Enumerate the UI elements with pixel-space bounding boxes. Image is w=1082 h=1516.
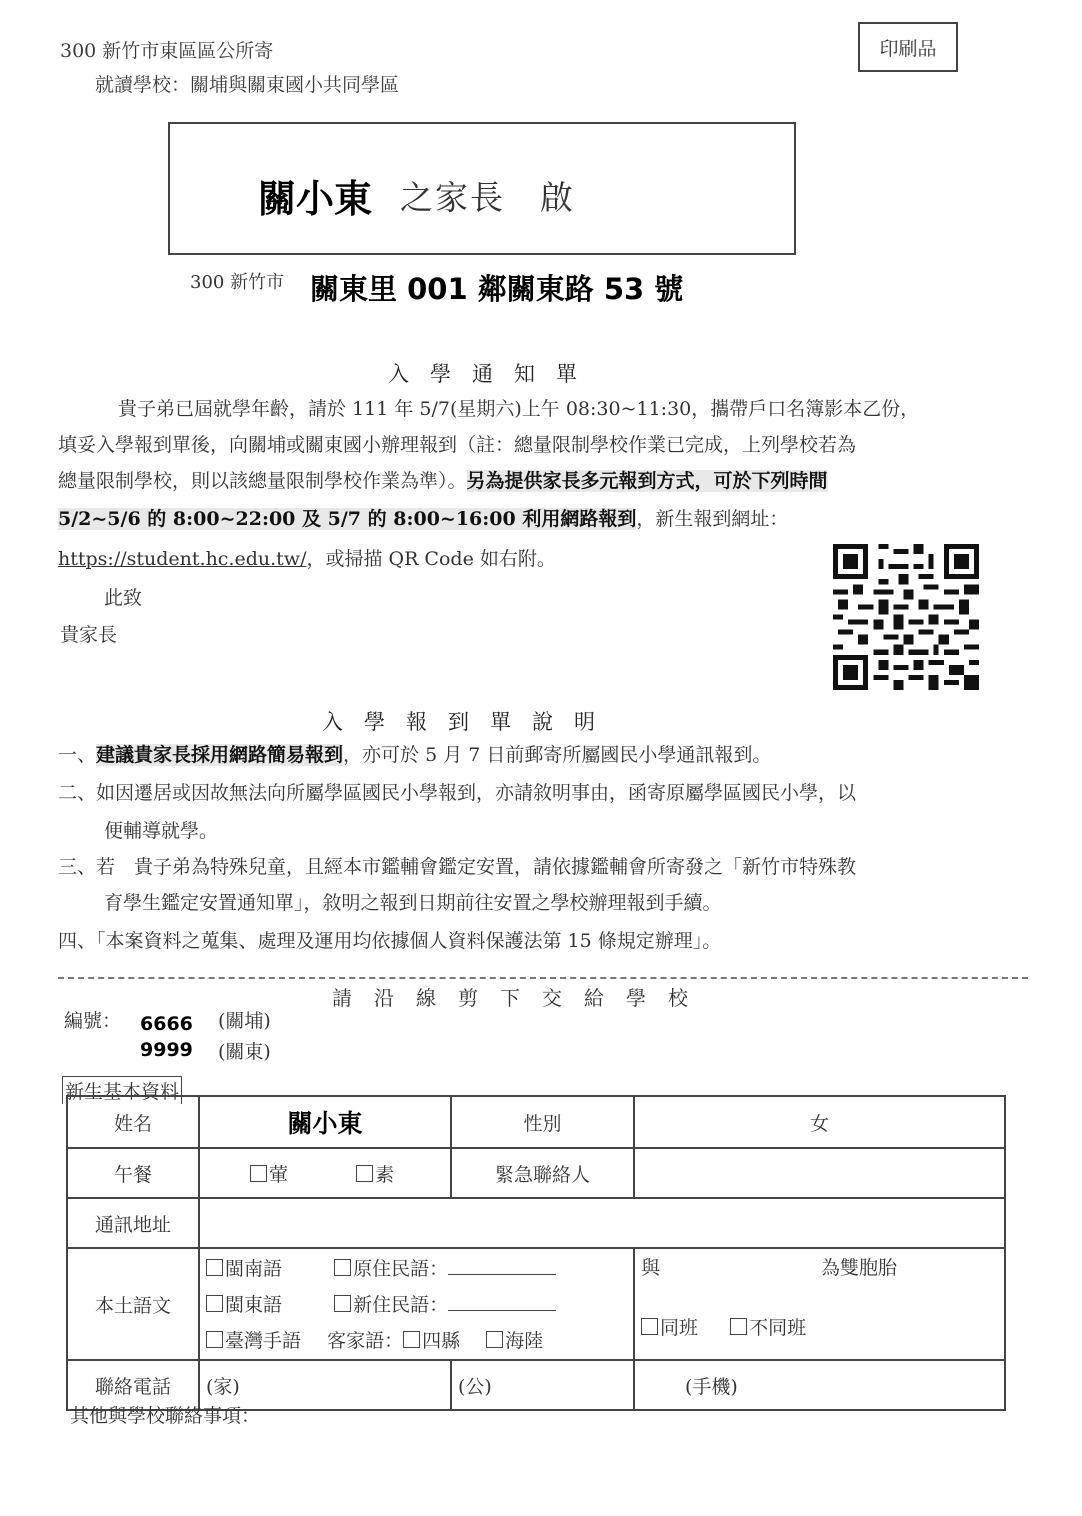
emergency-contact-field[interactable] (634, 1148, 1005, 1198)
cut-line (58, 977, 1028, 979)
indigenous-checkbox[interactable] (334, 1259, 351, 1276)
serial-school-guandong: (關東) (218, 1041, 271, 1063)
item-1-number: 一、 (58, 744, 97, 766)
office-phone-field[interactable] (451, 1360, 634, 1410)
notice-line-5 (58, 550, 556, 569)
hakka-hailu-checkbox[interactable] (486, 1331, 503, 1348)
cut-line-label: 請沿線剪下交給學校 (320, 982, 722, 1011)
explain-item-2a: 二、如因遷居或因故無法向所屬學區國民小學報到，亦請敘明事由，函寄原屬學區國民小學，以 (58, 782, 857, 804)
notice-line-4 (58, 510, 788, 529)
mobile-phone-label: (手機) (685, 1375, 738, 1398)
vegetarian-checkbox[interactable] (356, 1165, 373, 1182)
notice-line-4-tail: ，新生報到網址： (636, 508, 789, 530)
lunch-options (199, 1148, 451, 1198)
address-prefix: 300 新竹市 (190, 272, 285, 293)
home-phone-field[interactable] (199, 1360, 451, 1410)
same-class-label: 同班 (660, 1317, 699, 1339)
online-time-highlight: 5/2~5/6 的 8:00~22:00 及 5/7 的 8:00~16:00 利用網路報到 (58, 508, 637, 530)
closing-parents: 貴家長 (60, 624, 118, 646)
address-label: 通訊地址 (67, 1198, 199, 1248)
explain-item-3a: 三、若 貴子弟為特殊兒童，且經本市鑑輔會鑑定安置，請依據鑑輔會所寄發之「新竹市特殊教 (58, 856, 857, 878)
explain-item-1 (58, 746, 771, 765)
indigenous-label: 原住民語： (353, 1258, 449, 1280)
notice-line-3-text: 總量限制學校，則以該總量限制學校作業為準）。 (58, 470, 467, 492)
emergency-contact-label: 緊急聯絡人 (451, 1148, 634, 1198)
hakka-label: 客家語： (327, 1330, 404, 1352)
notice-line-2: 填妥入學報到單後，向關埔或關東國小辦理報到（註：總量限制學校作業已完成，上列學校若為 (58, 434, 857, 456)
student-basic-info-table (66, 1095, 1006, 1411)
sign-language-checkbox[interactable] (206, 1331, 223, 1348)
phone-label: 聯絡電話 (67, 1360, 199, 1410)
native-language-options (199, 1248, 634, 1360)
sender-line: 300 新竹市東區區公所寄 (60, 40, 274, 62)
gender-field[interactable]: 女 (634, 1096, 1005, 1148)
hakka-hailu-label: 海陸 (505, 1330, 544, 1352)
online-registration-highlight: 另為提供家長多元報到方式，可於下列時間 (466, 470, 828, 492)
school-district: 就讀學校：關埔與關東國小共同學區 (95, 74, 400, 96)
hakka-sixian-checkbox[interactable] (403, 1331, 420, 1348)
office-phone-label: (公) (458, 1375, 492, 1398)
gender-label: 性別 (451, 1096, 634, 1148)
serial-school-guanpu: (關埔) (218, 1010, 271, 1032)
other-contact-notes-label: 其他與學校聯絡事項： (70, 1405, 261, 1427)
same-class-checkbox[interactable] (641, 1318, 658, 1335)
form-title: 新生基本資料 (62, 1076, 182, 1104)
new-immigrant-checkbox[interactable] (334, 1295, 351, 1312)
url-tail: ，或掃描 QR Code 如右附。 (306, 548, 556, 570)
mobile-phone-field[interactable] (634, 1360, 1005, 1410)
native-language-label: 本土語文 (67, 1248, 199, 1360)
home-phone-label: (家) (206, 1375, 240, 1398)
explain-item-2b: 便輔導就學。 (104, 820, 219, 842)
meat-label: 葷 (269, 1163, 289, 1186)
meat-checkbox[interactable] (250, 1165, 267, 1182)
closing-regards: 此致 (104, 587, 143, 609)
recipient-name: 關小東 (258, 177, 373, 221)
serial-number-guanpu: 6666 (140, 1013, 193, 1035)
twins-cell (634, 1248, 1005, 1360)
notice-line-1: 貴子弟已屆就學年齡，請於 111 年 5/7(星期六)上午 08:30~11:30，攜帶戶口名簿影本乙份， (118, 398, 920, 420)
new-immigrant-label: 新住民語： (353, 1294, 449, 1316)
minnan-checkbox[interactable] (206, 1259, 223, 1276)
vegetarian-label: 素 (375, 1163, 395, 1186)
notice-title: 入 學 通 知 單 (388, 362, 577, 386)
qr-code-icon[interactable] (832, 544, 980, 690)
twins-label: 為雙胞胎 (821, 1257, 898, 1279)
sign-language-label: 臺灣手語 (225, 1330, 302, 1352)
registration-url-link[interactable]: https://student.hc.edu.tw/ (58, 548, 307, 570)
explain-item-4: 四、「本案資料之蒐集、處理及運用均依據個人資料保護法第 15 條規定辦理」。 (58, 930, 722, 952)
mindong-checkbox[interactable] (206, 1295, 223, 1312)
serial-number-guandong: 9999 (140, 1039, 193, 1061)
name-label: 姓名 (67, 1096, 199, 1148)
recipient-address: 關東里 001 鄰關東路 53 號 (310, 272, 684, 306)
address-field[interactable] (199, 1198, 1005, 1248)
printed-matter-stamp: 印刷品 (858, 22, 958, 72)
minnan-label: 閩南語 (225, 1258, 283, 1280)
new-immigrant-blank[interactable] (448, 1310, 556, 1311)
item-1-text: ，亦可於 5 月 7 日前郵寄所屬國民小學通訊報到。 (343, 744, 772, 766)
item-1-highlight: 建議貴家長採用網路簡易報到 (96, 744, 344, 766)
recipient-suffix: 之家長 啟 (400, 178, 575, 217)
explain-item-3b: 育學生鑑定安置通知單」，敘明之報到日期前往安置之學校辦理報到手續。 (104, 892, 722, 914)
lunch-label: 午餐 (67, 1148, 199, 1198)
hakka-sixian-label: 四縣 (422, 1330, 461, 1352)
mindong-label: 閩東語 (225, 1294, 283, 1316)
twins-and-label: 與 (641, 1257, 661, 1279)
name-field[interactable]: 關小東 (199, 1096, 451, 1148)
explain-title: 入 學 報 到 單 說 明 (322, 710, 595, 734)
notice-line-3 (58, 472, 828, 491)
serial-label: 編號： (64, 1010, 122, 1032)
different-class-checkbox[interactable] (730, 1318, 747, 1335)
different-class-label: 不同班 (749, 1317, 807, 1339)
indigenous-blank[interactable] (448, 1274, 556, 1275)
